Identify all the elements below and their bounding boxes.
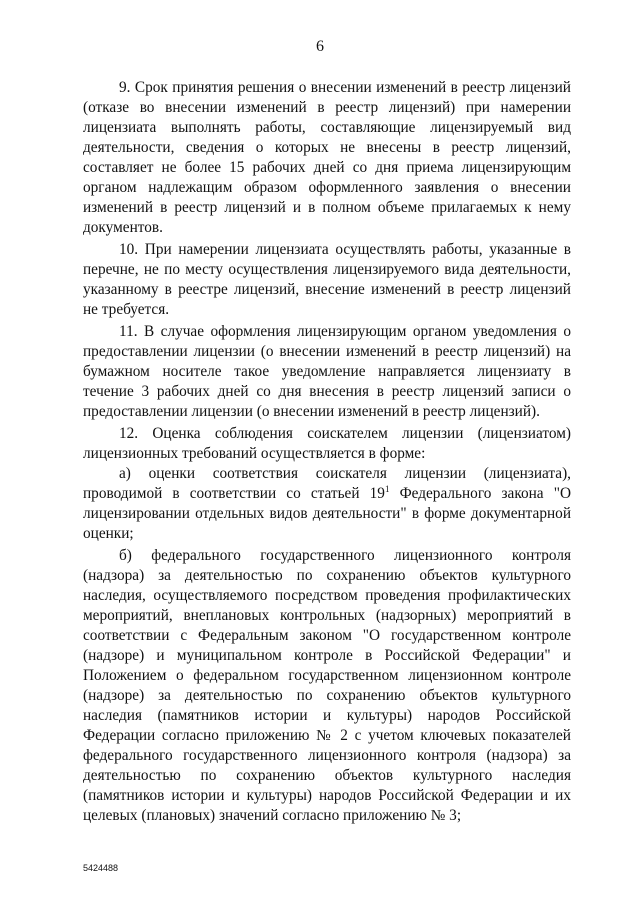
paragraph-12-a-text: а) оценки соответствия соискателя лицензии (лицензиата), проводимой в соответствии со статьей 19 bbox=[83, 465, 571, 502]
paragraph-11: 11. В случае оформления лицензирующим органом уведомления о предоставлении лицензии (о внесении изменений в реестр лицензий) на бумажном носителе такое уведомление направляется лицензиату в течение 3 рабочих дней со дня внесения в реестр лицензий записи о предоставлении лицензии (о внесении изменений в реестр лицензий). bbox=[83, 323, 571, 420]
document-body bbox=[83, 78, 571, 826]
paragraph-12-a-text-cont: Федерального закона "О лицензировании отдельных видов деятельности" в форме документарной оценки; bbox=[83, 485, 571, 542]
paragraph-10: 10. При намерении лицензиата осуществлять работы, указанные в перечне, не по месту осуществления лицензируемого вида деятельности, указанному в реестре лицензий, внесение изменений в реестр лицензий не требуется. bbox=[83, 241, 571, 318]
paragraph-12-a bbox=[83, 464, 571, 544]
page-number: 6 bbox=[316, 38, 324, 55]
paragraph-9: 9. Срок принятия решения о внесении изменений в реестр лицензий (отказе во внесении изменений в реестр лицензий) при намерении лицензиата выполнять работы, составляющие лицензируемый вид деятельности, сведения о которых не внесены в реестр лицензий, составляет не более 15 рабочих дней со дня приема лицензирующим органом надлежащим образом оформленного заявления о внесении изменений в реестр лицензий и в полном объеме прилагаемых к нему документов. bbox=[83, 79, 571, 236]
paragraph-12: 12. Оценка соблюдения соискателем лицензии (лицензиатом) лицензионных требований осуществляется в форме: bbox=[83, 425, 571, 462]
paragraph-12-b: б) федерального государственного лицензионного контроля (надзора) за деятельностью по сохранению объектов культурного наследия, осуществляемого посредством проведения профилактических мероприятий, внеплановых контрольных (надзорных) мероприятий в соответствии с Федеральным законом "О государственном контроле (надзоре) и муниципальном контроле в Российской Федерации" и Положением о федеральном государственном лицензионном контроле (надзоре) за деятельностью по сохранению объектов культурного наследия (памятников истории и культуры) народов Российской Федерации согласно приложению № 2 с учетом ключевых показателей федерального государственного лицензионного контроля (надзора) за деятельностью по сохранению объектов культурного наследия (памятников истории и культуры) народов Российской Федерации и их целевых (плановых) значений согласно приложению № 3; bbox=[83, 547, 571, 824]
article-superscript: 1 bbox=[384, 484, 390, 494]
document-code: 5424488 bbox=[83, 863, 119, 873]
